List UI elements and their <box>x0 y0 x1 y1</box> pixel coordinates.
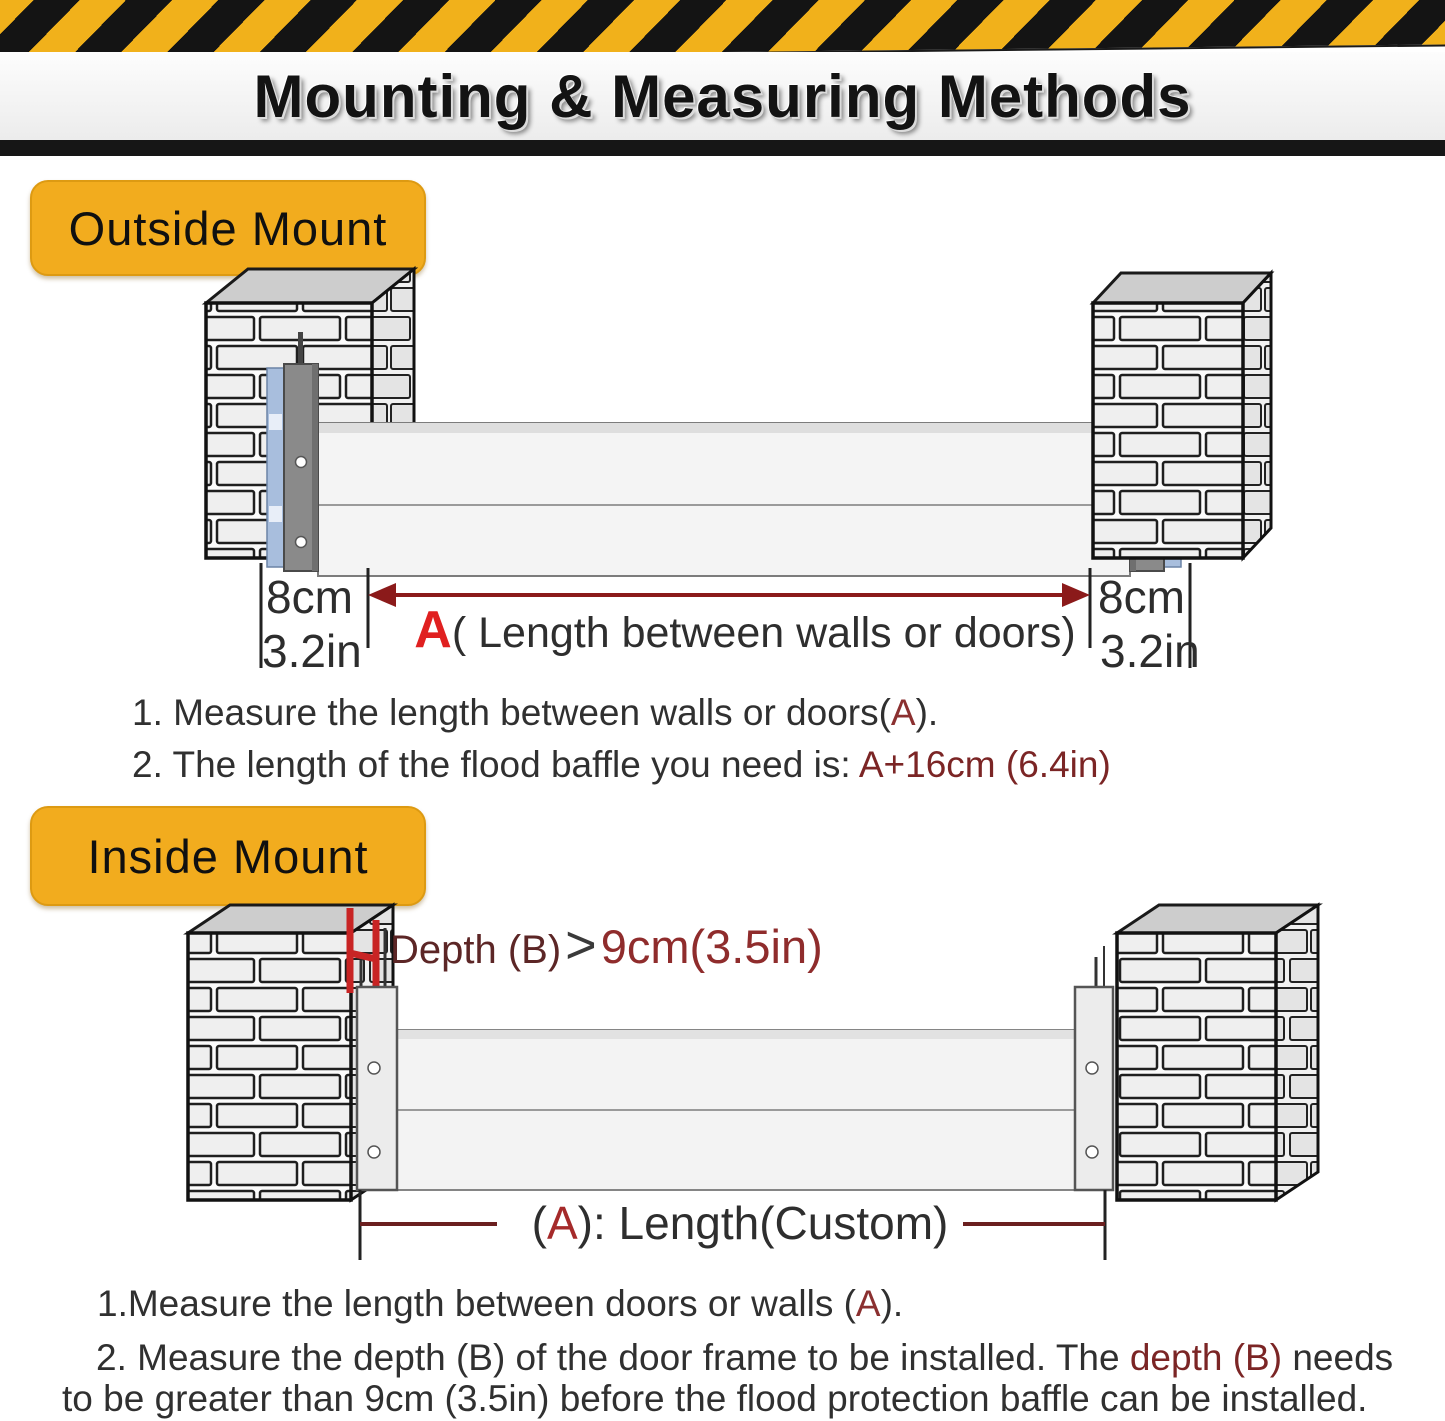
depth-b-text: Depth (B) <box>390 928 562 972</box>
length-a-letter: A <box>414 601 452 659</box>
outside-step-2-text: 2. The length of the flood baffle you need is: <box>132 744 859 785</box>
inside-step-1-text: 1.Measure the length between doors or walls ( <box>97 1283 856 1324</box>
right-brick-pillar <box>1117 905 1318 1200</box>
right-brick-pillar <box>1093 273 1271 558</box>
inside-step-1 <box>97 1283 903 1325</box>
left-gap-cm-label: 8cm <box>266 571 353 623</box>
inside-step-1-highlight: A <box>855 1283 881 1324</box>
inside-step-2-text: 2. Measure the depth (B) of the door frame to be installed. The <box>96 1337 1130 1378</box>
left-gap-in-label: 3.2in <box>262 625 362 677</box>
outside-step-1-suffix: ). <box>915 692 939 733</box>
right-gap-cm-label: 8cm <box>1098 571 1185 623</box>
outside-step-1 <box>132 692 938 734</box>
left-mounting-channel <box>267 332 318 571</box>
length-custom-letter: A <box>546 1197 578 1249</box>
flood-barrier-panels <box>397 1030 1075 1190</box>
inside-step-2 <box>62 1337 1412 1420</box>
title-band <box>0 52 1445 140</box>
inside-step-2-suffix: needs to be greater than 9cm (3.5in) before the flood protection baffle can be installed. <box>62 1337 1394 1420</box>
outside-step-2 <box>132 744 1111 786</box>
depth-b-caption <box>390 914 823 976</box>
length-a-description: ( Length between walls or doors) <box>451 609 1076 657</box>
outside-step-1-highlight: A <box>890 692 916 733</box>
right-gap-in-label: 3.2in <box>1100 625 1200 677</box>
right-mounting-rail <box>1075 946 1113 1190</box>
inside-mount-badge-label: Inside Mount <box>87 829 369 883</box>
length-custom-text: ): Length(Custom) <box>577 1197 949 1249</box>
inside-step-2-highlight: depth (B) <box>1129 1337 1283 1378</box>
inside-step-1-suffix: ). <box>880 1283 904 1324</box>
outside-step-2-highlight: A+16cm (6.4in) <box>858 744 1111 785</box>
inside-mount-badge <box>30 806 426 906</box>
length-custom-open: ( <box>531 1197 547 1249</box>
depth-b-value: 9cm(3.5in) <box>600 920 823 973</box>
length-custom-caption <box>505 1196 975 1250</box>
page-title: Mounting & Measuring Methods <box>253 62 1192 130</box>
greater-than-symbol: > <box>565 915 597 975</box>
flood-barrier-panels <box>318 423 1130 576</box>
outside-mount-badge-label: Outside Mount <box>68 201 388 255</box>
left-mounting-rail <box>357 960 397 1190</box>
length-a-caption <box>400 600 1090 660</box>
outside-step-1-text: 1. Measure the length between walls or doors( <box>132 692 891 733</box>
title-underline-bar <box>0 140 1445 156</box>
